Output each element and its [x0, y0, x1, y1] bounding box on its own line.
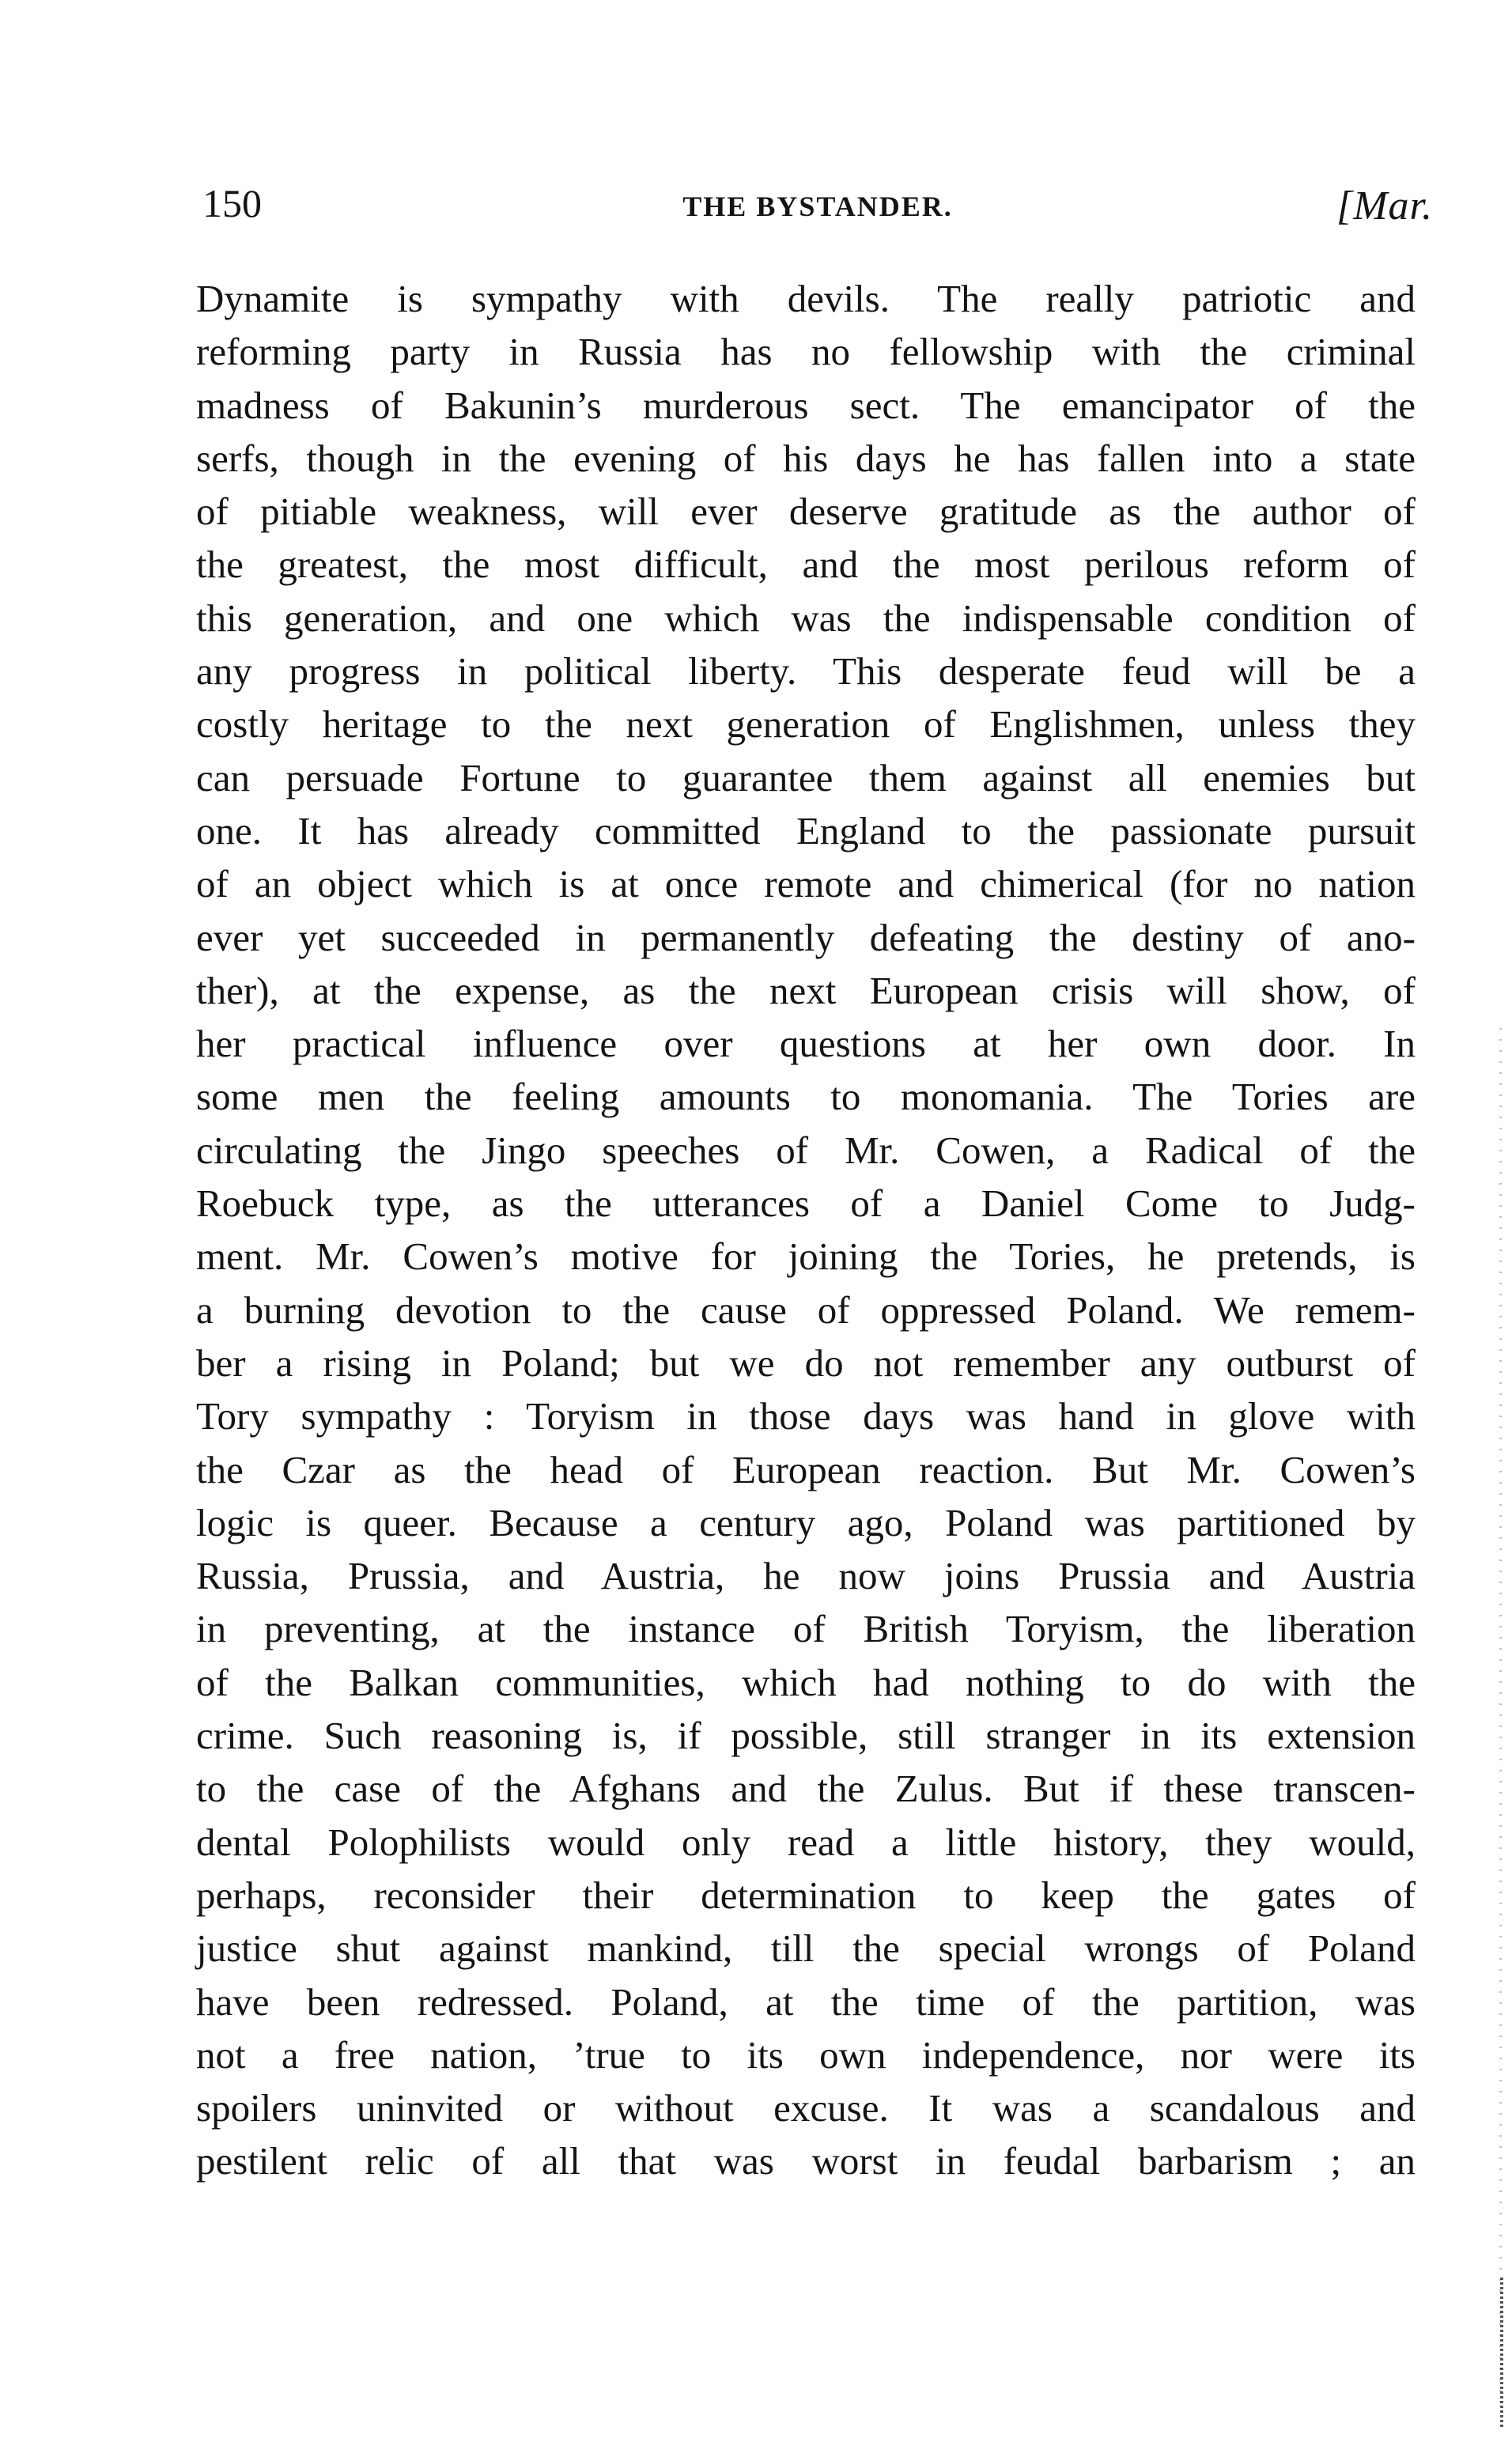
text-line: justice shut against mankind, till the special wrongs of Poland	[196, 1926, 1416, 1971]
page-number: 150	[202, 181, 262, 225]
text-line: pestilent relic of all that was worst in feudal barbarism ; an	[196, 2139, 1416, 2183]
text-line: this generation, and one which was the indispensable condition of	[196, 595, 1416, 640]
text-line: some men the feeling amounts to monomania. The Tories are	[196, 1075, 1416, 1119]
text-line: to the case of the Afghans and the Zulus. But if these transcen-	[196, 1767, 1416, 1811]
running-head	[202, 176, 1433, 239]
text-line: logic is queer. Because a century ago, Poland was partitioned by	[196, 1500, 1416, 1544]
scan-edge-marks	[1499, 1028, 1502, 2404]
text-line: of pitiable weakness, will ever deserve gratitude as the author of	[196, 490, 1416, 534]
text-line: of the Balkan communities, which had nothing to do with the	[196, 1660, 1416, 1704]
body-text	[196, 272, 1416, 2188]
text-line: dental Polophilists would only read a little history, they would,	[196, 1820, 1416, 1864]
text-line: Tory sympathy : Toryism in those days was hand in glove with	[196, 1394, 1416, 1438]
text-line: spoilers uninvited or without excuse. It was a scandalous and	[196, 2086, 1416, 2130]
text-line: the greatest, the most difficult, and the most perilous reform of	[196, 542, 1416, 587]
text-line: costly heritage to the next generation of Englishmen, unless they	[196, 702, 1416, 747]
running-title: THE BYSTANDER.	[682, 191, 953, 222]
running-head-month: [Mar.	[1336, 183, 1433, 229]
text-line: madness of Bakunin’s murderous sect. The emancipator of the	[196, 383, 1416, 427]
text-line: a burning devotion to the cause of oppressed Poland. We remem-	[196, 1287, 1416, 1332]
text-line: in preventing, at the instance of British Toryism, the liberation	[196, 1607, 1416, 1651]
text-line: Roebuck type, as the utterances of a Daniel Come to Judg-	[196, 1181, 1416, 1226]
text-line: serfs, though in the evening of his days he has fallen into a state	[196, 436, 1416, 480]
text-line: the Czar as the head of European reaction. But Mr. Cowen’s	[196, 1447, 1416, 1491]
text-line: ber a rising in Poland; but we do not remember any outburst of	[196, 1340, 1416, 1385]
text-line: circulating the Jingo speeches of Mr. Cowen, a Radical of the	[196, 1128, 1416, 1172]
text-line: can persuade Fortune to guarantee them against all enemies but	[196, 755, 1416, 800]
text-line: any progress in political liberty. This desperate feud will be a	[196, 649, 1416, 694]
text-line: perhaps, reconsider their determination to keep the gates of	[196, 1873, 1416, 1917]
text-line: ment. Mr. Cowen’s motive for joining the Tories, he pretends, is	[196, 1234, 1416, 1279]
text-line: Russia, Prussia, and Austria, he now joins Prussia and Austria	[196, 1554, 1416, 1598]
text-line: ever yet succeeded in permanently defeating the destiny of ano-	[196, 915, 1416, 959]
text-line: one. It has already committed England to the passionate pursuit	[196, 808, 1416, 852]
text-line: not a free nation, ’true to its own independence, nor were its	[196, 2032, 1416, 2077]
scan-edge-shadow	[1500, 2278, 1503, 2428]
text-line: Dynamite is sympathy with devils. The really patriotic and	[196, 277, 1416, 320]
text-line: reforming party in Russia has no fellowship with the criminal	[196, 330, 1416, 374]
text-line: of an object which is at once remote and chimerical (for no nation	[196, 862, 1416, 906]
text-line: crime. Such reasoning is, if possible, still stranger in its extension	[196, 1714, 1416, 1758]
text-line: her practical influence over questions at her own door. In	[196, 1022, 1416, 1066]
text-line: ther), at the expense, as the next European crisis will show, of	[196, 968, 1416, 1012]
text-line: have been redressed. Poland, at the time of the partition, was	[196, 1979, 1416, 2024]
